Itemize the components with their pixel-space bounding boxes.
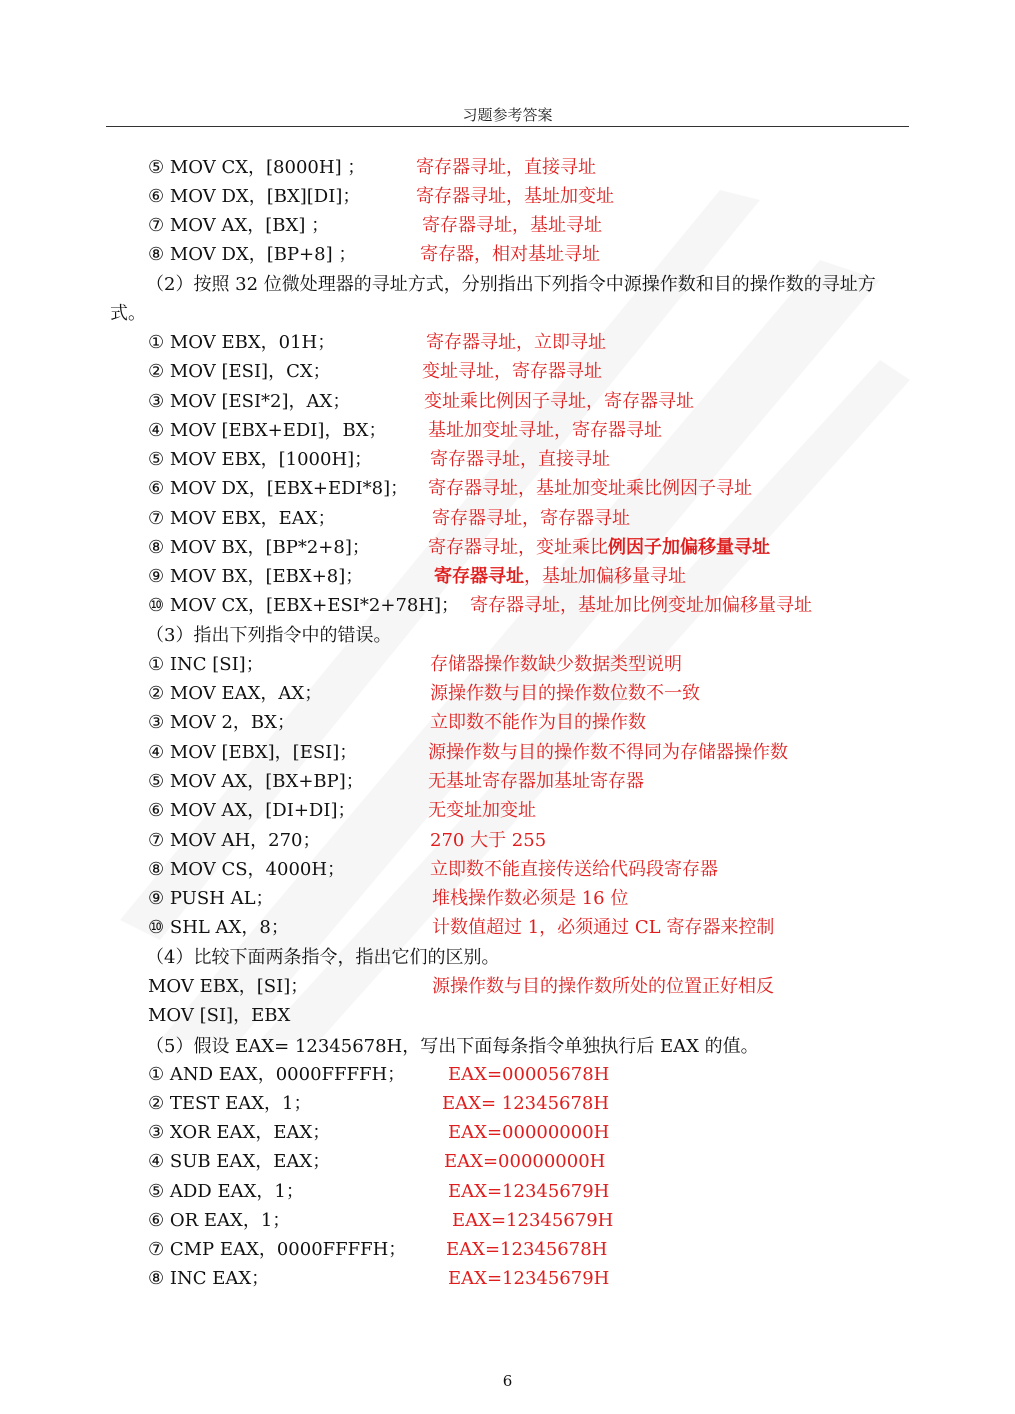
answer: 无变址加变址 xyxy=(428,800,536,821)
question-4: （4）比较下面两条指令，指出它们的区别。 xyxy=(146,947,500,968)
answer: 堆栈操作数必须是 16 位 xyxy=(432,888,629,909)
instruction: ⑦ MOV AX，[BX] ； xyxy=(148,215,330,236)
answer: 无基址寄存器加基址寄存器 xyxy=(428,771,644,792)
answer: EAX=12345679H xyxy=(448,1268,610,1289)
question-5: （5）假设 EAX= 12345678H，写出下面每条指令单独执行后 EAX 的值。 xyxy=(146,1036,759,1057)
instruction: ⑥ OR EAX，1； xyxy=(148,1210,291,1231)
answer: 寄存器，相对基址寻址 xyxy=(420,244,600,265)
instruction: ④ MOV [EBX]，[ESI]； xyxy=(148,742,358,763)
answer: EAX=12345679H xyxy=(448,1181,610,1202)
question-3: （3）指出下列指令中的错误。 xyxy=(146,625,392,646)
instruction: ⑦ MOV EBX，EAX； xyxy=(148,508,336,529)
page-header: 习题参考答案 xyxy=(462,106,553,124)
question-2: （2）按照 32 位微处理器的寻址方式，分别指出下列指令中源操作数和目的操作数的寻址方式。 xyxy=(110,274,876,324)
answer: 变址寻址，寄存器寻址 xyxy=(422,361,602,382)
answer: 计数值超过 1，必须通过 CL 寄存器来控制 xyxy=(432,917,775,938)
instruction: ⑧ MOV BX，[BP*2+8]； xyxy=(148,537,370,558)
instruction: ④ MOV [EBX+EDI]，BX； xyxy=(148,420,387,441)
instruction: ⑦ MOV AH，270； xyxy=(148,830,321,851)
instruction: ⑥ MOV DX，[EBX+EDI*8]； xyxy=(148,478,409,499)
instruction: ① AND EAX，0000FFFFH； xyxy=(148,1064,406,1085)
answer: EAX=00000000H xyxy=(444,1151,606,1172)
answer: 寄存器寻址，寄存器寻址 xyxy=(432,508,630,529)
answer: 立即数不能直接传送给代码段寄存器 xyxy=(430,859,718,880)
instruction: ② MOV EAX，AX； xyxy=(148,683,323,704)
answer: 寄存器寻址，基址加变址乘比例因子寻址 xyxy=(428,478,752,499)
instruction: ② TEST EAX，1； xyxy=(148,1093,312,1114)
answer: 寄存器寻址，基址加偏移量寻址 xyxy=(434,566,686,587)
answer: EAX=12345679H xyxy=(452,1210,614,1231)
instruction: ⑧ MOV CS，4000H； xyxy=(148,859,346,880)
instruction: ⑥ MOV AX，[DI+DI]； xyxy=(148,800,356,821)
answer: 寄存器寻址，变址乘比例因子加偏移量寻址 xyxy=(428,537,770,558)
instruction: ③ MOV 2，BX； xyxy=(148,712,295,733)
answer: 寄存器寻址，基址寻址 xyxy=(422,215,602,236)
answer: 寄存器寻址，直接寻址 xyxy=(430,449,610,470)
answer: EAX= 12345678H xyxy=(442,1093,610,1114)
instruction: ⑧ INC EAX； xyxy=(148,1268,270,1289)
answer: 源操作数与目的操作数不得同为存储器操作数 xyxy=(428,742,788,763)
instruction: MOV EBX，[SI]； xyxy=(148,976,309,997)
instruction: ⑤ ADD EAX，1； xyxy=(148,1181,304,1202)
instruction: ⑨ MOV BX，[EBX+8]； xyxy=(148,566,364,587)
answer: 存储器操作数缺少数据类型说明 xyxy=(430,654,682,675)
answer: 源操作数与目的操作数位数不一致 xyxy=(430,683,700,704)
answer: 源操作数与目的操作数所处的位置正好相反 xyxy=(432,976,774,997)
instruction: ⑤ MOV EBX，[1000H]； xyxy=(148,449,373,470)
answer: 寄存器寻址，直接寻址 xyxy=(416,157,596,178)
instruction: ② MOV [ESI]，CX； xyxy=(148,361,331,382)
answer: 寄存器寻址，立即寻址 xyxy=(426,332,606,353)
instruction: ⑤ MOV CX，[8000H] ； xyxy=(148,157,366,178)
instruction: ③ MOV [ESI*2]，AX； xyxy=(148,391,351,412)
instruction: ⑩ MOV CX，[EBX+ESI*2+78H]； xyxy=(148,595,460,616)
answer: 270 大于 255 xyxy=(430,830,547,851)
answer: EAX=12345678H xyxy=(446,1239,608,1260)
instruction: ⑤ MOV AX，[BX+BP]； xyxy=(148,771,364,792)
answer: 寄存器寻址，基址加变址 xyxy=(416,186,614,207)
answer: 寄存器寻址，基址加比例变址加偏移量寻址 xyxy=(470,595,812,616)
instruction: ① INC [SI]； xyxy=(148,654,264,675)
answer: EAX=00005678H xyxy=(448,1064,610,1085)
answer: 立即数不能作为目的操作数 xyxy=(430,712,646,733)
instruction: ⑥ MOV DX，[BX][DI]； xyxy=(148,186,361,207)
instruction: ⑨ PUSH AL； xyxy=(148,888,274,909)
instruction: ⑦ CMP EAX，0000FFFFH； xyxy=(148,1239,407,1260)
instruction: ③ XOR EAX，EAX； xyxy=(148,1122,331,1143)
answer: EAX=00000000H xyxy=(448,1122,610,1143)
header-rule xyxy=(106,126,909,127)
instruction: ⑧ MOV DX，[BP+8] ； xyxy=(148,244,357,265)
instruction: ① MOV EBX，01H； xyxy=(148,332,336,353)
page-number: 6 xyxy=(502,1372,513,1390)
answer: 基址加变址寻址，寄存器寻址 xyxy=(428,420,662,441)
instruction: MOV [SI]，EBX xyxy=(148,1005,291,1026)
instruction: ④ SUB EAX，EAX； xyxy=(148,1151,331,1172)
instruction: ⑩ SHL AX，8； xyxy=(148,917,289,938)
answer: 变址乘比例因子寻址，寄存器寻址 xyxy=(424,391,694,412)
